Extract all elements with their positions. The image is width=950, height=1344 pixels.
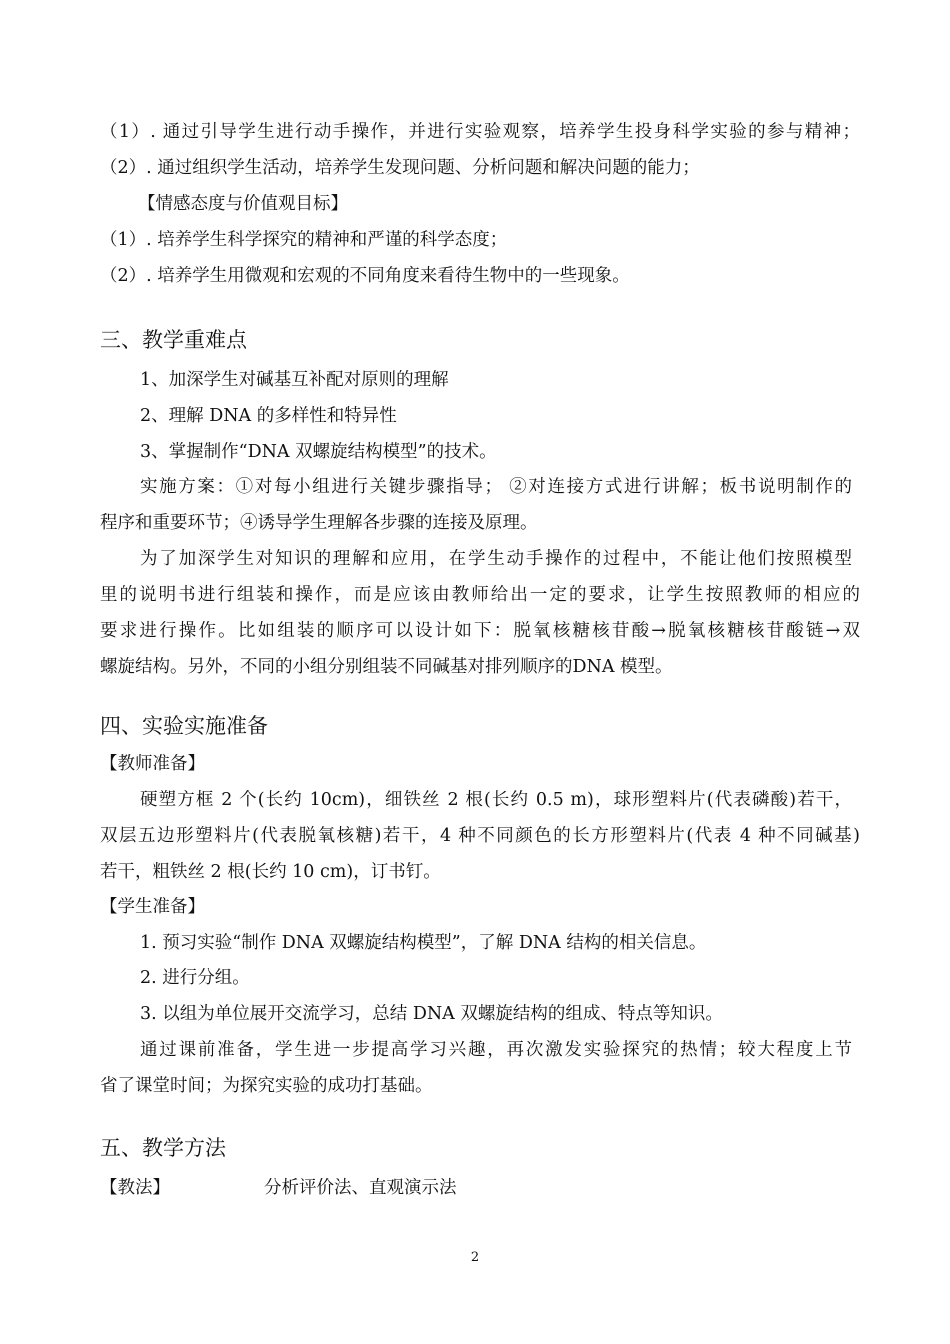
student-prep-item-1: 1. 预习实验“制作 DNA 双螺旋结构模型”，了解 DNA 结构的相关信息。 [140, 933, 707, 953]
key-point-1: 1、加深学生对碱基互补配对原则的理解 [140, 370, 449, 390]
student-prep-label: 【学生准备】 [100, 897, 205, 917]
paragraph-line-1: 为了加深学生对知识的理解和应用，在学生动手操作的过程中，不能让他们按照模型 [140, 549, 852, 569]
paragraph-line-2: 里的说明书进行组装和操作，而是应该由教师给出一定的要求，让学生按照教师的相应的 [100, 585, 860, 605]
process-objective-2: （2）. 通过组织学生活动，培养学生发现问题、分析问题和解决问题的能力； [100, 158, 700, 178]
implementation-plan-line-1: 实施方案：①对每小组进行关键步骤指导； ②对连接方式进行讲解；板书说明制作的 [140, 477, 852, 497]
paragraph-line-4: 螺旋结构。另外，不同的小组分别组装不同碱基对排列顺序的DNA 模型。 [100, 657, 673, 677]
section-heading-methods: 五、教学方法 [100, 1136, 226, 1160]
teacher-prep-line-3: 若干，粗铁丝 2 根(长约 10 cm)，订书钉。 [100, 862, 441, 882]
attitude-objectives-label: 【情感态度与价值观目标】 [138, 194, 348, 214]
attitude-objective-2: （2）. 培养学生用微观和宏观的不同角度来看待生物中的一些现象。 [100, 266, 630, 286]
process-objective-1: （1）. 通过引导学生进行动手操作，并进行实验观察，培养学生投身科学实验的参与精神； [100, 122, 860, 142]
teaching-method-value: 分析评价法、直观演示法 [264, 1178, 457, 1198]
key-point-3: 3、掌握制作“DNA 双螺旋结构模型”的技术。 [140, 442, 497, 462]
teaching-method-label: 【教法】 [100, 1178, 170, 1198]
section-heading-preparation: 四、实验实施准备 [100, 714, 268, 738]
attitude-objective-1: （1）. 培养学生科学探究的精神和严谨的科学态度； [100, 230, 508, 250]
key-point-2: 2、理解 DNA 的多样性和特异性 [140, 406, 397, 426]
teacher-prep-line-1: 硬塑方框 2 个(长约 10cm)，细铁丝 2 根(长约 0.5 m)，球形塑料片(代表磷酸)若干， [140, 790, 852, 810]
teacher-prep-line-2: 双层五边形塑料片(代表脱氧核糖)若干，4 种不同颜色的长方形塑料片(代表 4 种不同碱基) [100, 826, 860, 846]
teacher-prep-label: 【教师准备】 [100, 754, 205, 774]
preparation-summary-line-2: 省了课堂时间；为探究实验的成功打基础。 [100, 1076, 433, 1096]
section-heading-key-points: 三、教学重难点 [100, 328, 247, 352]
paragraph-line-3: 要求进行操作。比如组装的顺序可以设计如下：脱氧核糖核苷酸→脱氧核糖核苷酸链→双 [100, 621, 860, 641]
preparation-summary-line-1: 通过课前准备，学生进一步提高学习兴趣，再次激发实验探究的热情；较大程度上节 [140, 1040, 852, 1060]
implementation-plan-line-2: 程序和重要环节；④诱导学生理解各步骤的连接及原理。 [100, 513, 538, 533]
student-prep-item-2: 2. 进行分组。 [140, 968, 250, 988]
student-prep-item-3: 3. 以组为单位展开交流学习，总结 DNA 双螺旋结构的组成、特点等知识。 [140, 1004, 723, 1024]
page-number: 2 [470, 1250, 480, 1265]
